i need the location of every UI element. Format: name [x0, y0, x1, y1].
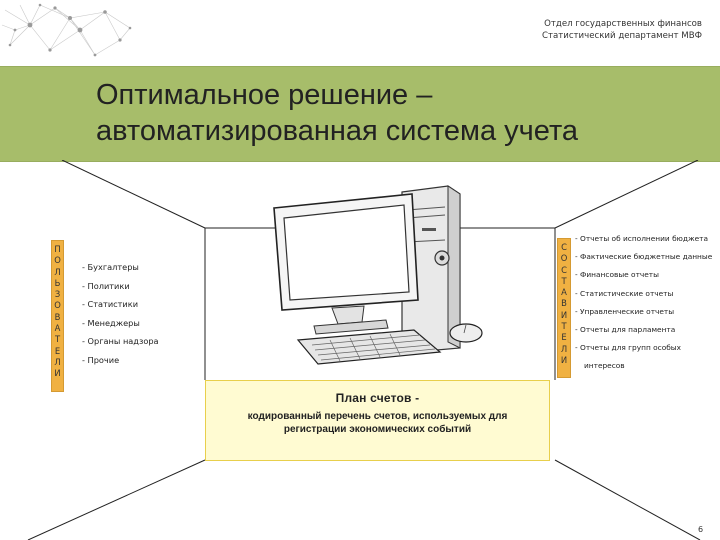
page-number: 6: [698, 525, 704, 534]
list-item: - Отчеты об исполнении бюджета: [575, 234, 709, 243]
plan-title: План счетов -: [335, 391, 420, 405]
list-item: - Финансовые отчеты: [575, 270, 659, 280]
plan-description-line-2: регистрации экономических событий: [283, 423, 472, 435]
organization-header: [542, 18, 702, 42]
users-vertical-label: П О Л Ь З О В А Т Е Л И: [51, 240, 64, 392]
computer-illustration: [252, 180, 502, 380]
chart-of-accounts-box: [205, 380, 550, 461]
list-item-continuation: интересов: [584, 361, 625, 371]
frame-line-bottom-right: [555, 460, 700, 540]
title-band: [0, 66, 720, 162]
list-item: - Отчеты для парламента: [575, 324, 676, 334]
frame-line-top-left: [62, 160, 205, 228]
list-item: - Политики: [82, 280, 130, 291]
list-item: - Отчеты для групп особых: [575, 343, 682, 353]
list-item: - Статистики: [82, 299, 139, 309]
users-list: [82, 262, 159, 373]
mouse: [450, 324, 482, 342]
title-line-1: Оптимальное решение –: [96, 79, 433, 111]
plan-description-line-1: кодированный перечень счетов, используемых для: [247, 411, 508, 422]
list-item: - Фактические бюджетные данные: [575, 252, 713, 262]
plan-description: [206, 411, 549, 436]
list-item: - Менеджеры: [82, 317, 140, 328]
frame-line-bottom-left: [28, 460, 205, 540]
list-item: - Прочие: [82, 354, 120, 365]
list-item: - Органы надзора: [82, 336, 159, 346]
reports-list: [575, 234, 715, 380]
list-item: - Управленческие отчеты: [575, 306, 675, 316]
list-item: - Статистические отчеты: [575, 288, 674, 298]
list-item: - Бухгалтеры: [82, 262, 139, 272]
producers-vertical-label: С О С Т А В И Т Е Л И: [557, 238, 571, 378]
network-graphic: [0, 0, 140, 62]
slide-title: [96, 77, 706, 149]
org-line-1: Отдел государственных финансов: [544, 19, 702, 29]
org-line-2: Статистический департамент МВФ: [541, 31, 702, 41]
title-line-2: автоматизированная система учета: [96, 115, 579, 147]
frame-line-top-right: [555, 160, 698, 228]
monitor: [274, 194, 418, 334]
keyboard: [298, 330, 440, 364]
